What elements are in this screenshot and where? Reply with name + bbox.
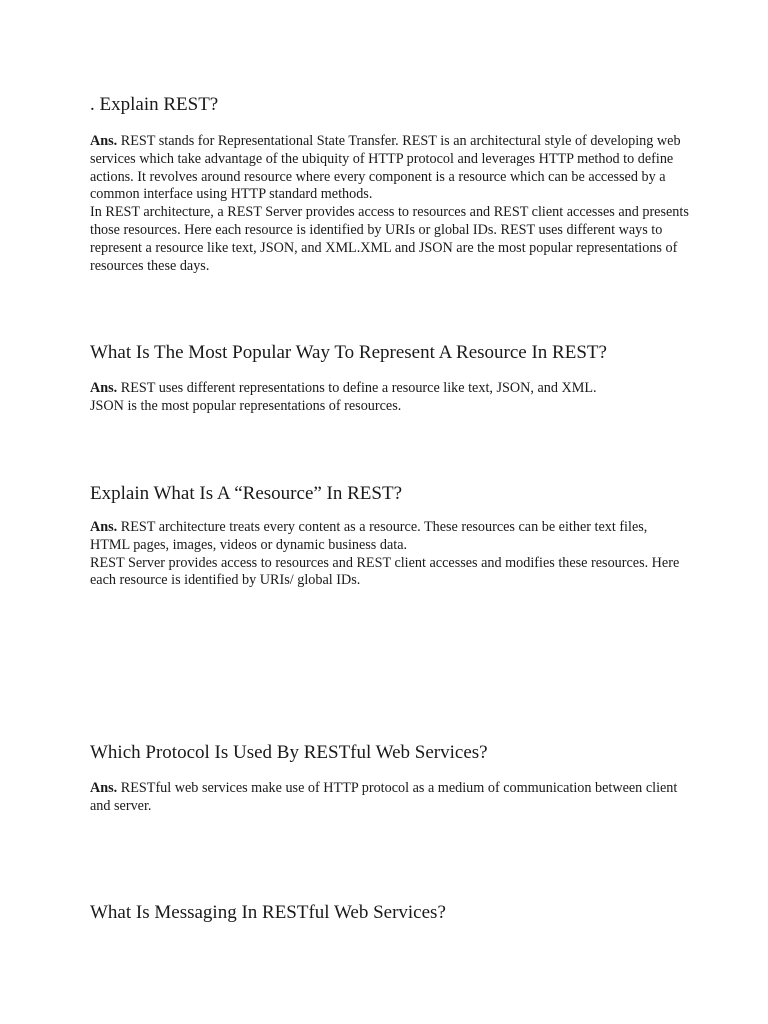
section-3-answer <box>90 519 690 590</box>
answer-text: REST uses different representations to define a resource like text, JSON, and XML. <box>117 380 597 396</box>
section-5-heading: What Is Messaging In RESTful Web Services? <box>90 902 446 923</box>
answer-text: RESTful web services make use of HTTP protocol as a medium of communication between client and server. <box>90 780 678 814</box>
answer-text: REST architecture treats every content as a resource. These resources can be either text files, HTML pages, images, videos or dynamic business data. <box>90 519 648 553</box>
answer-text: REST stands for Representational State Transfer. REST is an architectural style of developing web services which take advantage of the ubiquity of HTTP protocol and leverages HTTP method to define actions. It revolves around resource where every component is a resource which can be accessed by a common interface using HTTP standard methods. <box>90 133 681 203</box>
ans-label: Ans. <box>90 780 118 796</box>
section-4-heading: Which Protocol Is Used By RESTful Web Services? <box>90 742 488 763</box>
section-1-answer <box>90 133 690 275</box>
ans-label: Ans. <box>90 133 118 149</box>
section-2-answer <box>90 380 690 416</box>
section-3-paragraph-2: REST Server provides access to resources and REST client accesses and modifies these resources. Here each resource is identified by URIs/ global IDs. <box>90 554 680 589</box>
section-3-paragraph-1 <box>90 519 690 555</box>
ans-label: Ans. <box>90 380 118 396</box>
section-2-paragraph-1 <box>90 380 690 398</box>
section-1-paragraph-2: In REST architecture, a REST Server provides access to resources and REST client accesses and presents those resources. Here each resource is identified by URIs or global IDs. REST uses different ways to represent a resource like text, JSON, and XML.XML and JSON are the most popular representations of resources these days. <box>90 204 689 274</box>
section-4-answer <box>90 780 690 816</box>
ans-label: Ans. <box>90 519 118 535</box>
section-1-paragraph-1 <box>90 133 690 204</box>
section-3-heading: Explain What Is A “Resource” In REST? <box>90 483 403 504</box>
section-4-paragraph-1 <box>90 780 690 816</box>
section-2-heading: What Is The Most Popular Way To Represent A Resource In REST? <box>90 342 607 363</box>
section-2-paragraph-2: JSON is the most popular representations of resources. <box>90 397 402 414</box>
section-1-heading: . Explain REST? <box>90 94 219 115</box>
